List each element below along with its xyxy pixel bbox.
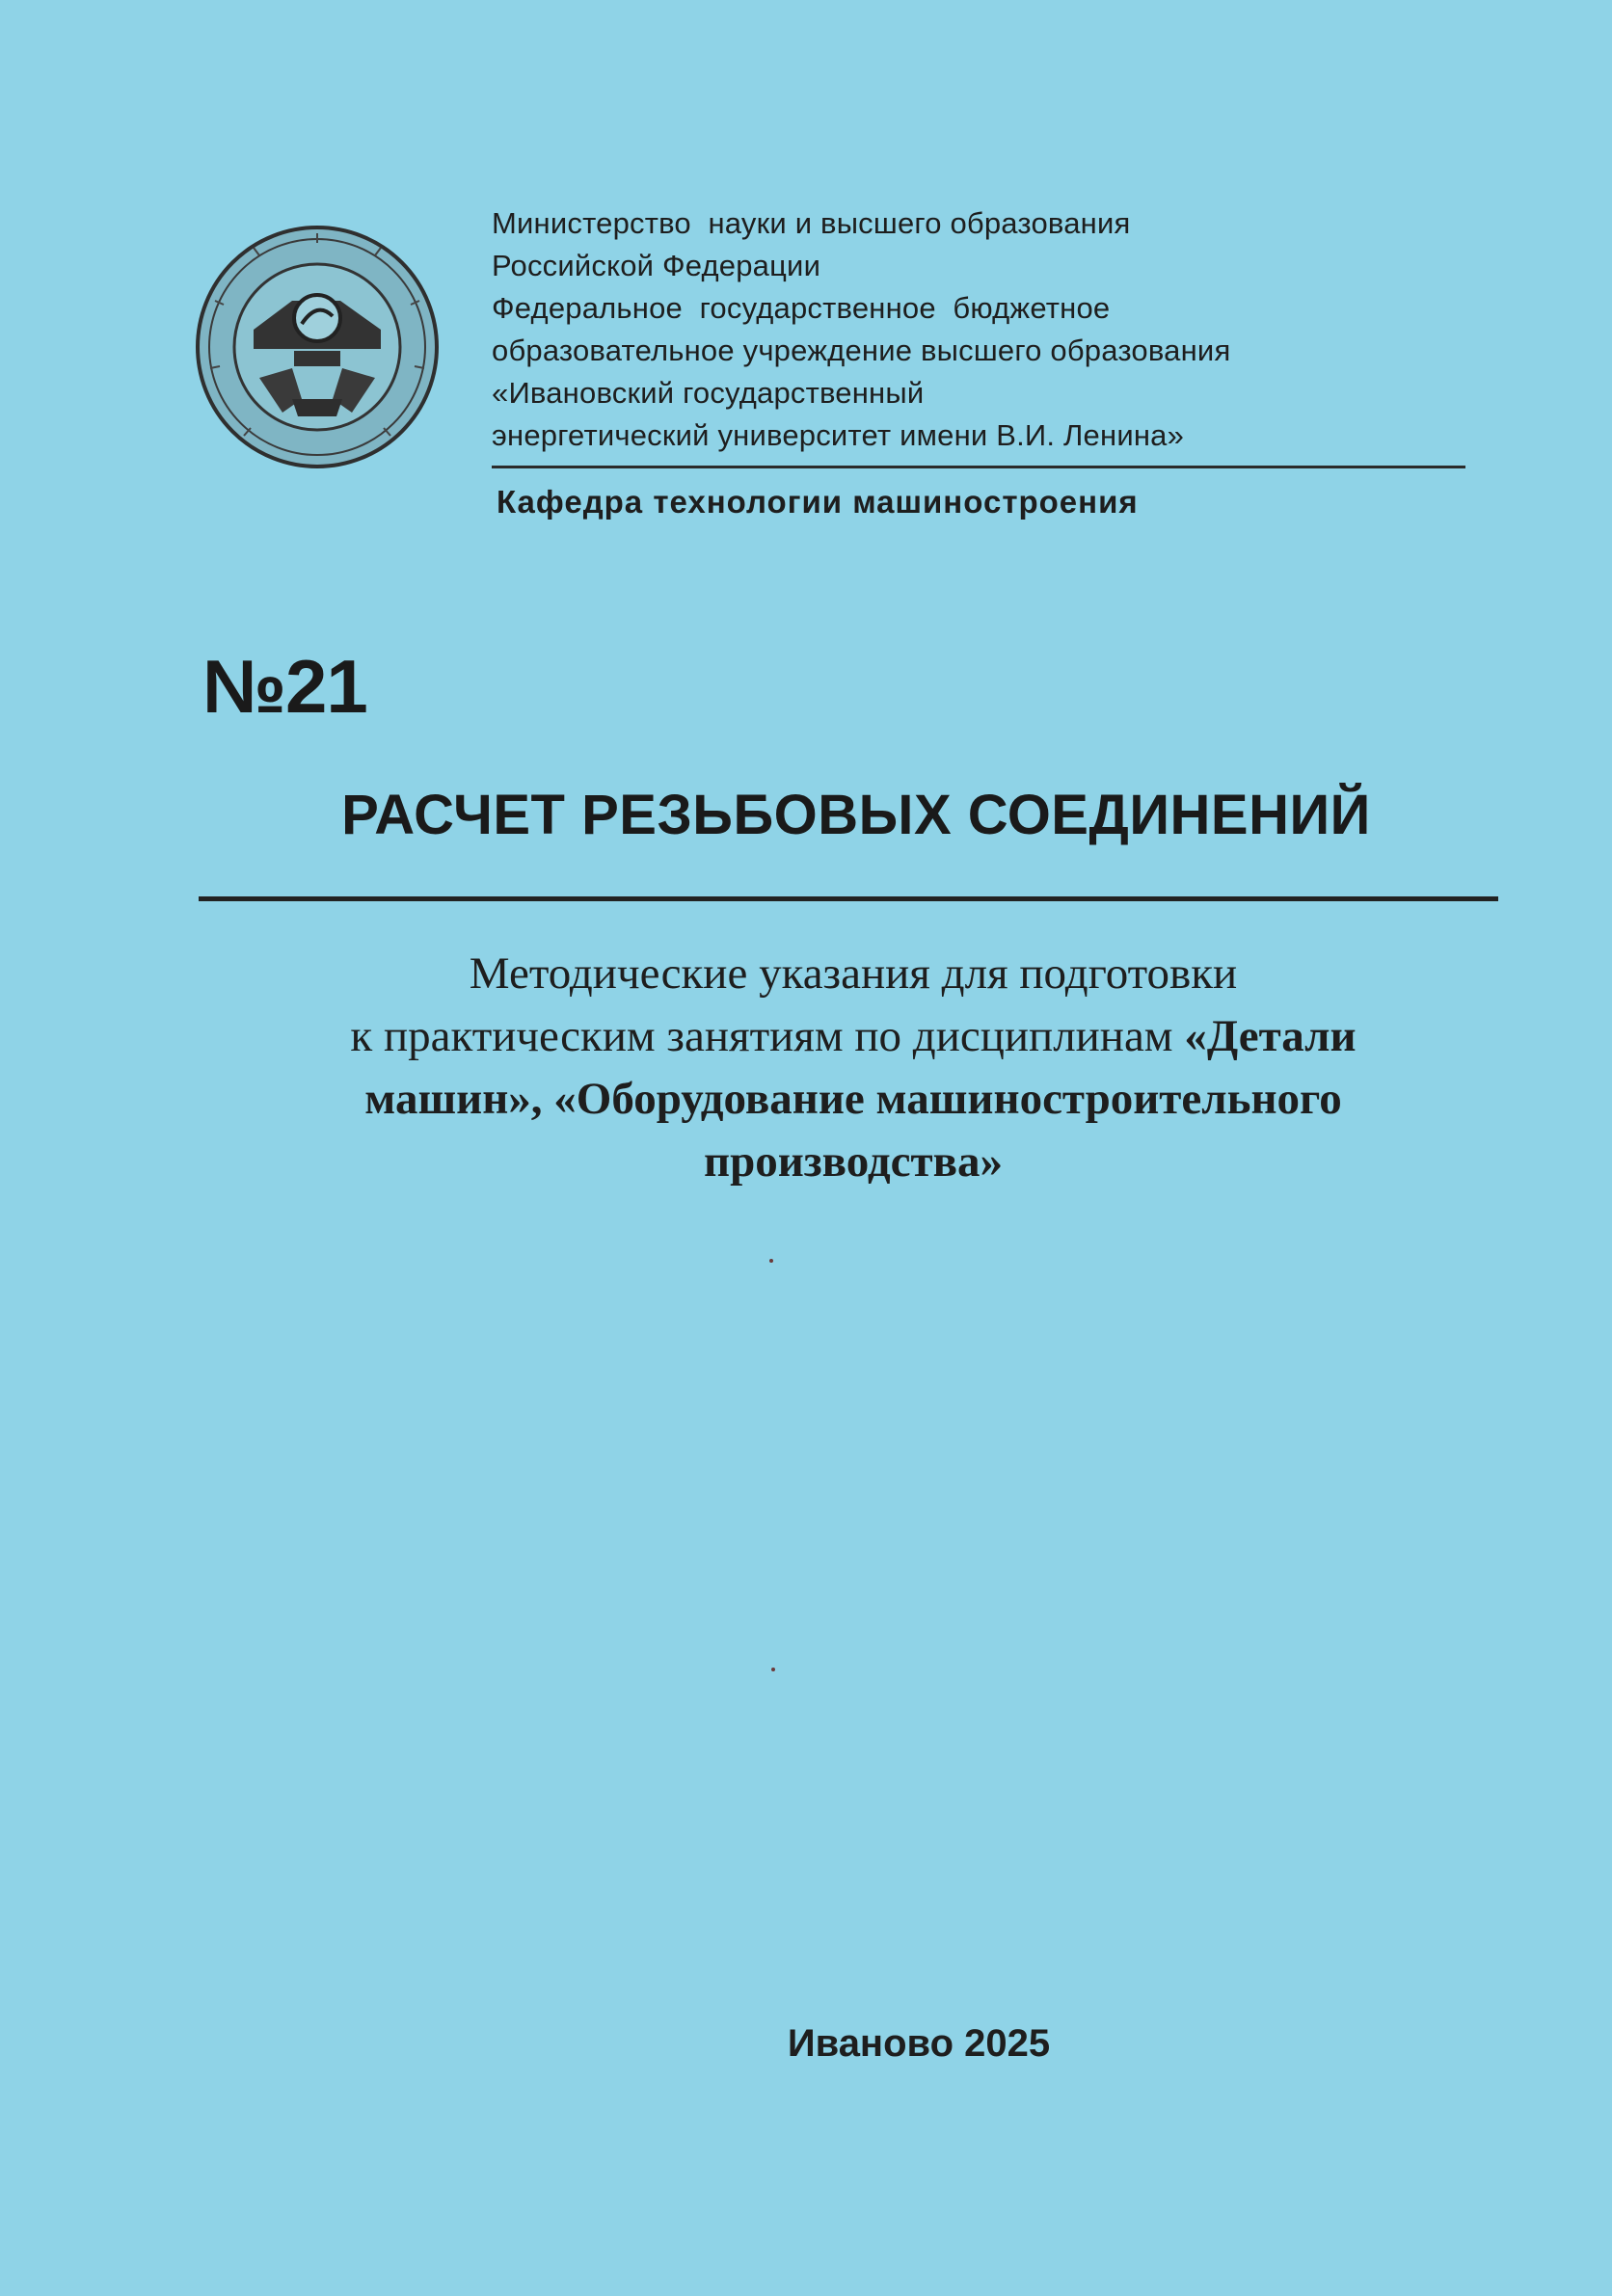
document-number: №21 [202,644,367,729]
document-subtitle [193,943,1514,1193]
discipline-name: машин», «Оборудование машиностроительного [364,1074,1342,1124]
subtitle-text: к практическим занятиям по дисциплинам [350,1011,1185,1061]
subtitle-line [193,1005,1514,1068]
subtitle-line [193,1068,1514,1131]
department-name: Кафедра технологии машиностроения [497,484,1139,520]
ministry-line: образовательное учреждение высшего образования [492,334,1231,367]
title-divider [199,896,1498,901]
subtitle-line [193,1131,1514,1193]
subtitle-line: Методические указания для подготовки [469,948,1238,999]
ministry-line: «Ивановский государственный [492,376,925,410]
city-year: Иваново 2025 [787,2022,1051,2065]
ministry-header [492,202,1230,457]
header-divider [492,466,1465,468]
print-speck [771,1668,775,1671]
discipline-name: производства» [704,1136,1003,1187]
ministry-line: Федеральное государственное бюджетное [492,291,1111,325]
discipline-name: «Детали [1184,1011,1357,1061]
ministry-line: Министерство науки и высшего образования [492,206,1131,240]
university-seal-icon [196,224,439,470]
ministry-line: энергетический университет имени В.И. Ленина» [492,418,1185,452]
print-speck [769,1259,773,1263]
document-title: РАСЧЕТ РЕЗЬБОВЫХ СОЕДИНЕНИЙ [341,784,1371,846]
ministry-line: Российской Федерации [492,249,821,282]
